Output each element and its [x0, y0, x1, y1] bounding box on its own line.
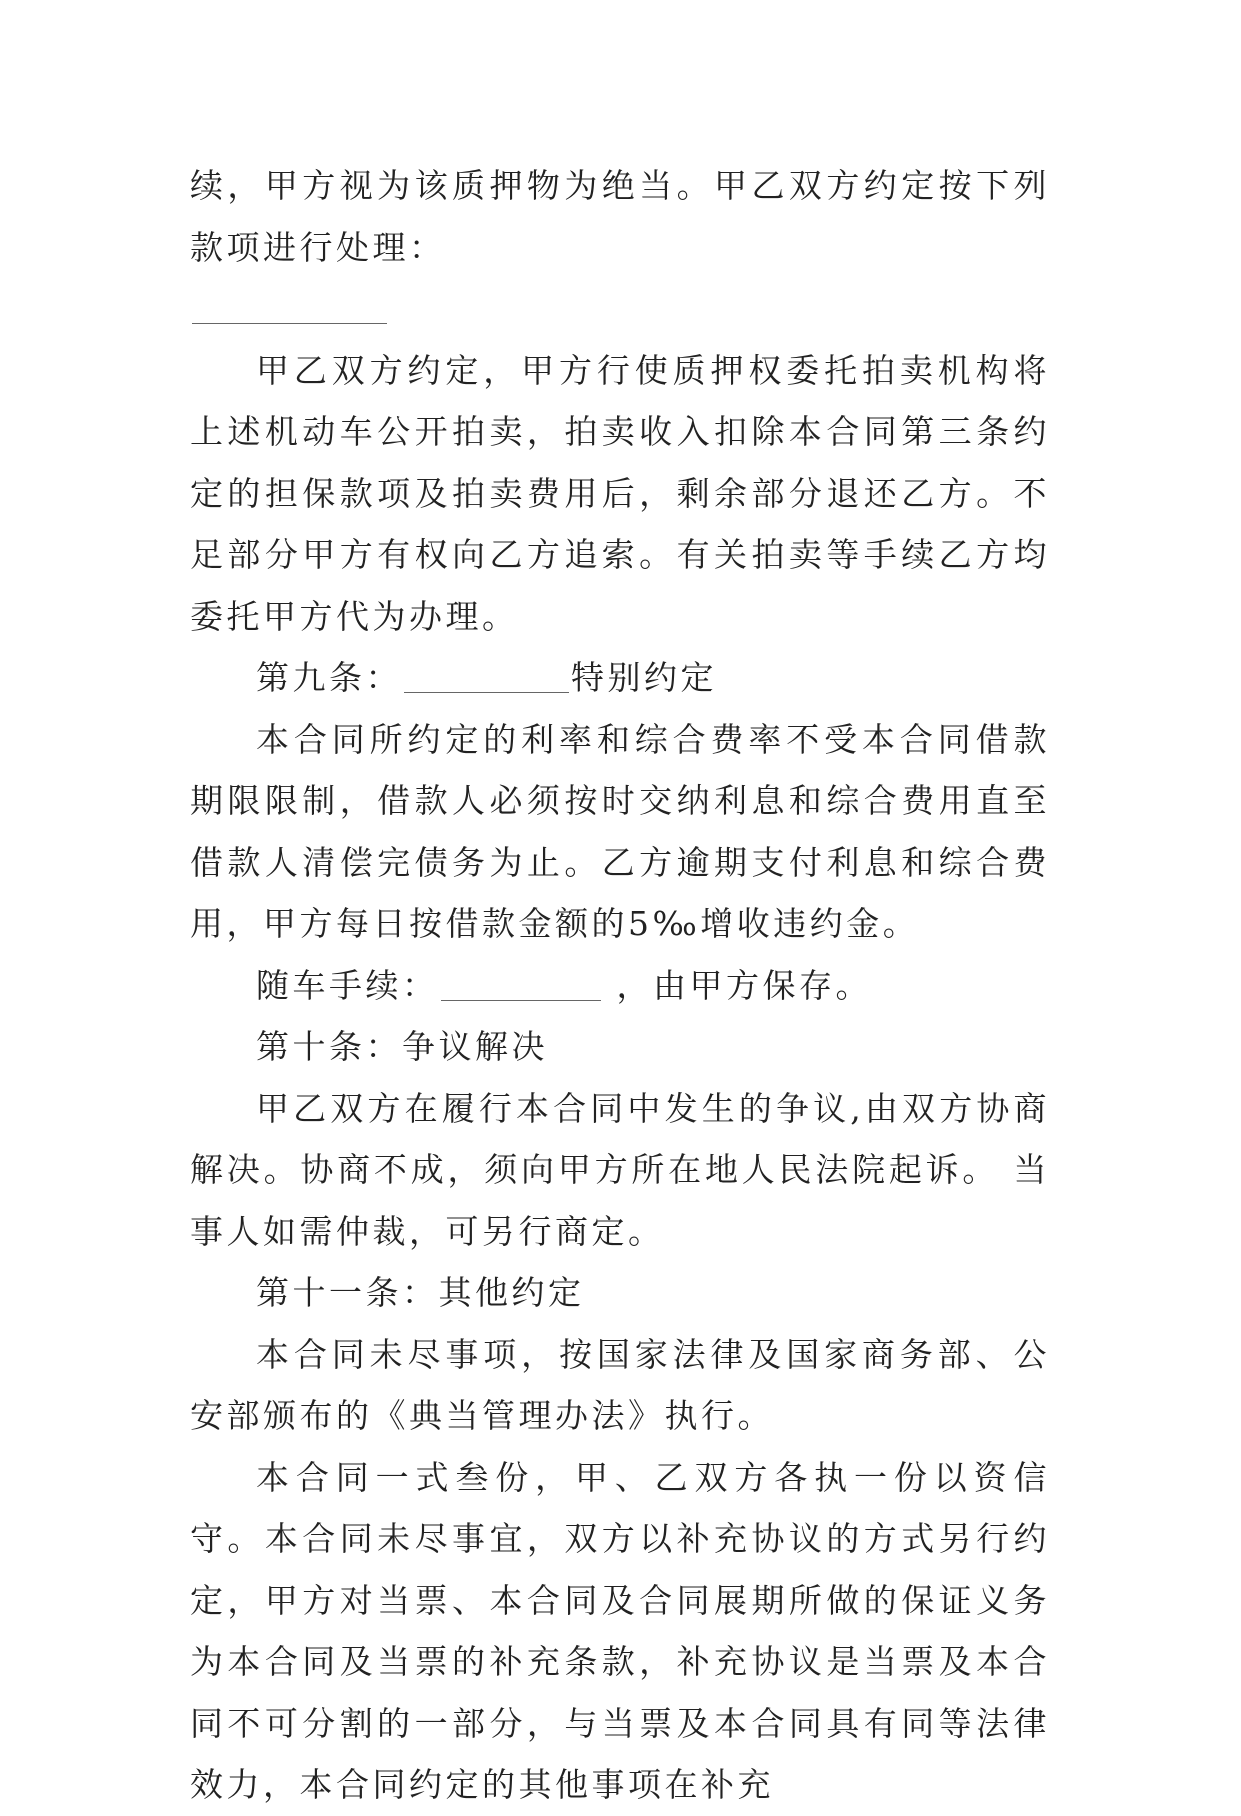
fill-in-blank[interactable]	[441, 970, 601, 1001]
article-9-label: 第九条：	[256, 658, 402, 697]
article-11-heading: 第十一条：其他约定	[256, 1273, 585, 1312]
fill-in-blank[interactable]	[192, 293, 387, 324]
vehicle-documents-label: 随车手续：	[256, 965, 439, 1005]
fill-in-blank[interactable]	[404, 662, 569, 693]
article-9-title: 特别约定	[571, 658, 717, 697]
paragraph-interest: 本合同所约定的利率和综合费率不受本合同借款期限限制，借款人必须按时交纳利息和综合费用直至借款人清偿完债务为止。乙方逾期支付利息和综合费用，甲方每日按借款金额的5‰增收违约金。	[190, 719, 1050, 943]
paragraph-other-matters: 本合同未尽事项，按国家法律及国家商务部、公安部颁布的《典当管理办法》执行。	[190, 1334, 1050, 1435]
paragraph-text: 续，甲方视为该质押物为绝当。甲乙双方约定按下列款项进行处理：	[190, 166, 1050, 267]
paragraph-vehicle-documents	[190, 955, 1050, 1017]
document-body	[190, 155, 1050, 1816]
article-9-heading	[190, 647, 1050, 709]
paragraph-dispute: 甲乙双方在履行本合同中发生的争议,由双方协商解决。协商不成，须向甲方所在地人民法院起诉。 当事人如需仲裁，可另行商定。	[190, 1088, 1050, 1251]
article-10-heading: 第十条：争议解决	[256, 1027, 548, 1066]
vehicle-documents-text: ，由甲方保存。	[602, 965, 872, 1005]
paragraph-copies: 本合同一式叁份，甲、乙双方各执一份以资信守。本合同未尽事宜，双方以补充协议的方式另行约定，甲方对当票、本合同及合同展期所做的保证义务为本合同及当票的补充条款，补充协议是当票及本合同不可分割的一部分，与当票及本合同具有同等法律效力，本合同约定的其他事项在补充	[190, 1457, 1050, 1804]
paragraph-auction: 甲乙双方约定，甲方行使质押权委托拍卖机构将上述机动车公开拍卖，拍卖收入扣除本合同第三条约定的担保款项及拍卖费用后，剩余部分退还乙方。不足部分甲方有权向乙方追索。有关拍卖等手续乙方均委托甲方代为办理。	[190, 350, 1050, 636]
paragraph-continuation	[190, 155, 1050, 340]
